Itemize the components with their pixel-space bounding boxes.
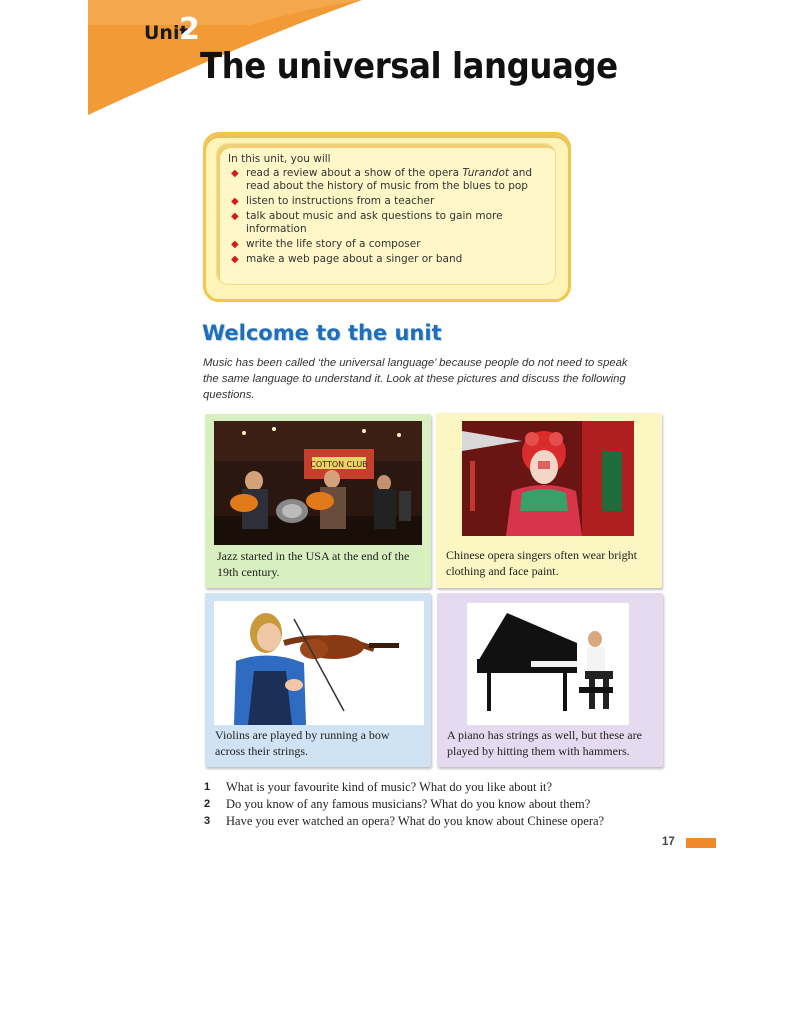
caption-violin: Violins are played by running a bow across their strings.: [215, 728, 390, 758]
diamond-bullet-icon: ◆: [231, 196, 239, 207]
diamond-bullet-icon: ◆: [231, 239, 239, 250]
objective-item: ◆ make a web page about a singer or band: [231, 253, 463, 265]
unit-label: Unit: [144, 22, 189, 44]
question-item: 3 Have you ever watched an opera? What do you know about Chinese opera?: [204, 814, 605, 828]
diamond-bullet-icon: ◆: [231, 168, 239, 179]
card-violin: [205, 593, 431, 767]
welcome-text: Music has been called ‘the universal language’ because people do not need to speak the same language to understand it. Look at these pictures and discuss the following questions.: [203, 357, 628, 401]
piano-player-image: [467, 603, 629, 725]
discussion-questions: [204, 779, 674, 830]
diamond-bullet-icon: ◆: [231, 254, 239, 265]
violin-player-image: [214, 601, 424, 725]
card-piano: [437, 593, 663, 767]
caption-piano: A piano has strings as well, but these are played by hitting them with hammers.: [447, 728, 642, 758]
objective-item: ◆ write the life story of a composer: [231, 238, 421, 250]
card-jazz: [205, 414, 431, 588]
caption-opera: Chinese opera singers often wear bright clothing and face paint.: [446, 548, 637, 578]
objectives-intro: In this unit, you will: [228, 153, 331, 165]
diamond-bullet-icon: ◆: [231, 211, 239, 222]
card-opera: [436, 413, 662, 588]
page-title: The universal language: [200, 46, 618, 87]
objective-item: ◆ read a review about a show of the opera Turandot and read about the history of music from the blues to pop: [231, 167, 533, 192]
question-item: 1 What is your favourite kind of music? What do you like about it?: [204, 780, 553, 794]
objective-item: ◆ talk about music and ask questions to gain more information: [231, 210, 503, 235]
unit-number: 2: [179, 12, 200, 47]
caption-jazz: Jazz started in the USA at the end of the 19th century.: [217, 549, 410, 579]
objectives-list: [230, 167, 550, 268]
jazz-band-image: [214, 421, 422, 545]
question-item: 2 Do you know of any famous musicians? What do you know about them?: [204, 797, 591, 811]
page-number-bar: [686, 838, 716, 848]
welcome-heading: Welcome to the unit: [202, 321, 442, 345]
club-sign-text: COTTON CLUB: [310, 460, 368, 469]
page-number: 17: [662, 836, 675, 848]
objective-item: ◆ listen to instructions from a teacher: [231, 195, 435, 207]
chinese-opera-image: [462, 421, 634, 536]
